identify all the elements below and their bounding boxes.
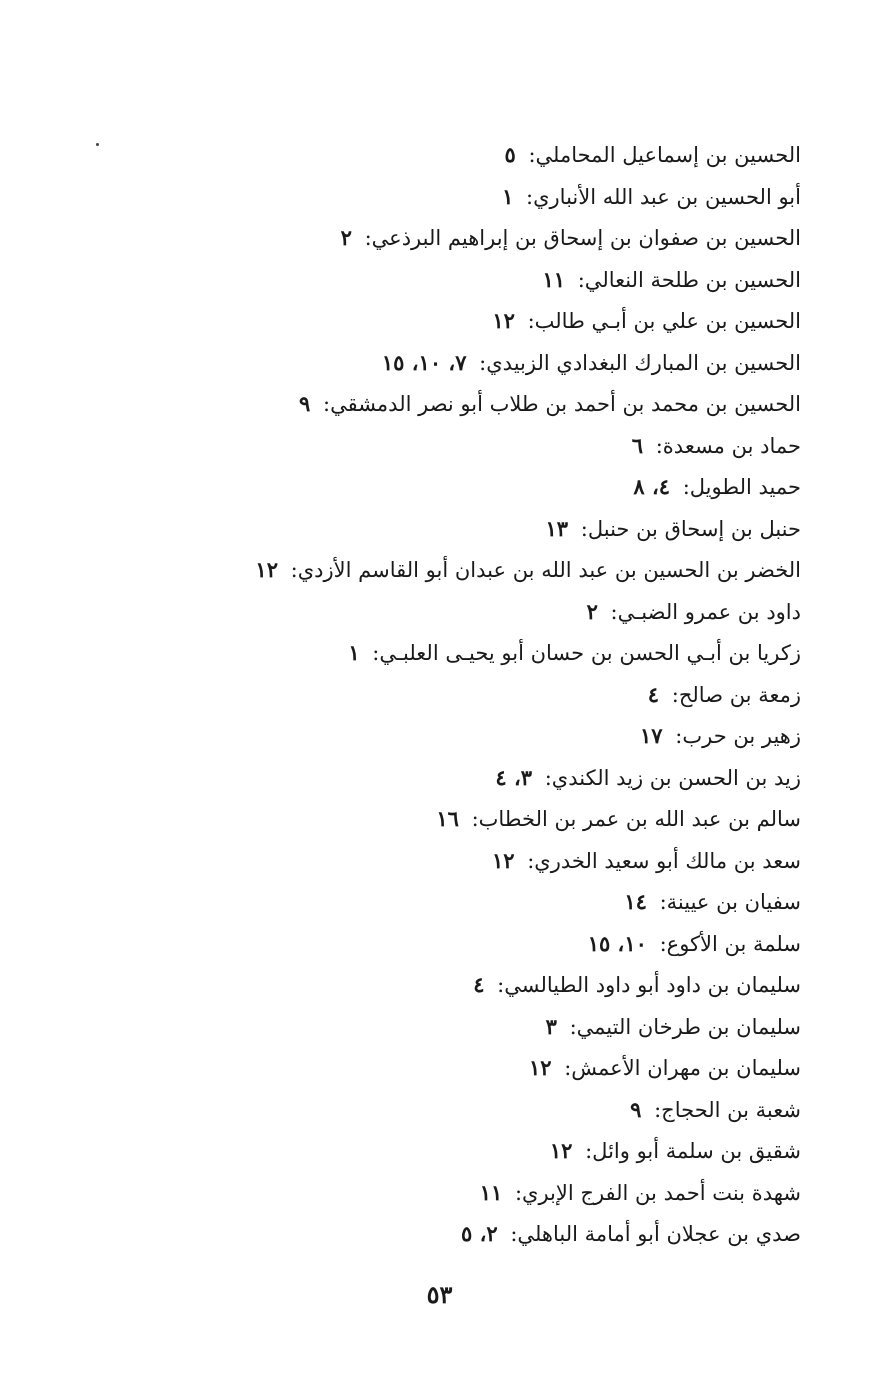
index-entry bbox=[201, 923, 801, 965]
entry-name: شعبة بن الحجاج: bbox=[654, 1097, 801, 1122]
entry-name: الحسين بن المبارك البغدادي الزبيدي: bbox=[479, 350, 801, 375]
index-entry bbox=[201, 715, 801, 757]
entry-refs: ١٠، ١٥ bbox=[587, 930, 647, 956]
index-entry bbox=[201, 964, 801, 1006]
index-entry bbox=[201, 1006, 801, 1048]
index-entry bbox=[201, 1213, 801, 1255]
entry-refs: ١٢ bbox=[255, 557, 278, 582]
entry-refs: ٥ bbox=[504, 142, 516, 167]
entry-name: زيد بن الحسن بن زيد الكندي: bbox=[544, 765, 801, 790]
index-entry bbox=[201, 466, 801, 508]
entry-refs: ١٣ bbox=[545, 515, 569, 541]
entry-name: الحسين بن علي بن أبـي طالب: bbox=[527, 309, 801, 333]
index-entry bbox=[201, 425, 801, 467]
index-entry bbox=[201, 840, 801, 882]
entry-name: سليمان بن طرخان التيمي: bbox=[569, 1014, 801, 1039]
entry-refs: ١٢ bbox=[492, 308, 515, 333]
entry-name: حميد الطويل: bbox=[682, 475, 801, 499]
entry-name: سالم بن عبد الله بن عمر بن الخطاب: bbox=[471, 807, 801, 831]
entry-refs: ٣، ٤ bbox=[495, 764, 533, 790]
entry-refs: ٧، ١٠، ١٥ bbox=[381, 349, 467, 375]
entry-name: زهير بن حرب: bbox=[675, 724, 801, 748]
entry-refs: ١٦ bbox=[436, 806, 459, 831]
entry-name: زكريا بن أبـي الحسن بن حسان أبو يحيـى العلبـي: bbox=[372, 641, 801, 665]
index-list bbox=[201, 134, 801, 1255]
index-entry bbox=[201, 508, 801, 550]
index-entry bbox=[201, 549, 801, 591]
index-entry bbox=[201, 632, 801, 674]
entry-refs: ٤ bbox=[647, 681, 660, 707]
index-entry bbox=[201, 134, 801, 176]
entry-refs: ١١ bbox=[542, 266, 566, 292]
index-entry bbox=[201, 176, 801, 218]
index-entry bbox=[201, 300, 801, 342]
entry-name: سعد بن مالك أبو سعيد الخدري: bbox=[527, 848, 801, 873]
index-entry bbox=[201, 342, 801, 384]
entry-refs: ١٢ bbox=[549, 1138, 573, 1163]
entry-refs: ٣ bbox=[545, 1013, 557, 1039]
index-entry bbox=[201, 798, 801, 840]
entry-name: الحسين بن طلحة النعالي: bbox=[577, 267, 801, 292]
entry-name: شقيق بن سلمة أبو وائل: bbox=[585, 1139, 801, 1163]
page-number: ٥٣ bbox=[426, 1280, 453, 1309]
index-entry bbox=[201, 1172, 801, 1214]
entry-name: حنبل بن إسحاق بن حنبل: bbox=[580, 516, 801, 541]
entry-name: زمعة بن صالح: bbox=[671, 682, 801, 707]
entry-refs: ١ bbox=[502, 183, 514, 209]
entry-refs: ١١ bbox=[479, 1179, 503, 1205]
entry-name: حماد بن مسعدة: bbox=[655, 433, 801, 458]
entry-name: الحسين بن محمد بن أحمد بن طلاب أبو نصر الدمشقي: bbox=[323, 392, 801, 416]
entry-refs: ٢، ٥ bbox=[461, 1221, 498, 1246]
entry-name: الخضر بن الحسين بن عبد الله بن عبدان أبو القاسم الأزدي: bbox=[290, 558, 801, 582]
index-entry bbox=[201, 217, 801, 259]
entry-refs: ٢ bbox=[586, 598, 598, 624]
entry-refs: ٦ bbox=[631, 432, 644, 458]
index-entry bbox=[201, 591, 801, 633]
index-entry bbox=[201, 383, 801, 425]
entry-name: الحسين بن صفوان بن إسحاق بن إبراهيم البرذعي: bbox=[364, 226, 801, 250]
entry-refs: ٤، ٨ bbox=[633, 474, 671, 499]
entry-refs: ١ bbox=[348, 640, 360, 665]
entry-refs: ٩ bbox=[630, 1096, 642, 1122]
entry-refs: ٩ bbox=[299, 391, 311, 416]
entry-refs: ١٢ bbox=[528, 1055, 552, 1080]
stray-mark bbox=[96, 143, 99, 146]
index-entry bbox=[201, 1047, 801, 1089]
entry-name: سليمان بن داود أبو داود الطيالسي: bbox=[497, 973, 801, 997]
index-entry bbox=[201, 674, 801, 716]
entry-name: سليمان بن مهران الأعمش: bbox=[564, 1056, 801, 1080]
entry-refs: ١٤ bbox=[624, 889, 647, 914]
entry-name: شهدة بنت أحمد بن الفرج الإبري: bbox=[514, 1180, 801, 1205]
index-entry bbox=[201, 1089, 801, 1131]
entry-name: داود بن عمرو الضبـي: bbox=[610, 599, 801, 624]
entry-name: سلمة بن الأكوع: bbox=[659, 931, 801, 956]
entry-refs: ٤ bbox=[473, 972, 485, 997]
entry-name: أبو الحسين بن عبد الله الأنباري: bbox=[526, 184, 801, 209]
index-entry bbox=[201, 259, 801, 301]
index-entry bbox=[201, 881, 801, 923]
entry-name: صدي بن عجلان أبو أمامة الباهلي: bbox=[510, 1222, 801, 1246]
index-entry bbox=[201, 757, 801, 799]
entry-refs: ١٧ bbox=[640, 723, 663, 748]
entry-name: سفيان بن عيينة: bbox=[659, 890, 801, 914]
index-entry bbox=[201, 1130, 801, 1172]
entry-refs: ١٢ bbox=[491, 847, 515, 873]
entry-refs: ٢ bbox=[340, 225, 352, 250]
entry-name: الحسين بن إسماعيل المحاملي: bbox=[528, 143, 801, 167]
